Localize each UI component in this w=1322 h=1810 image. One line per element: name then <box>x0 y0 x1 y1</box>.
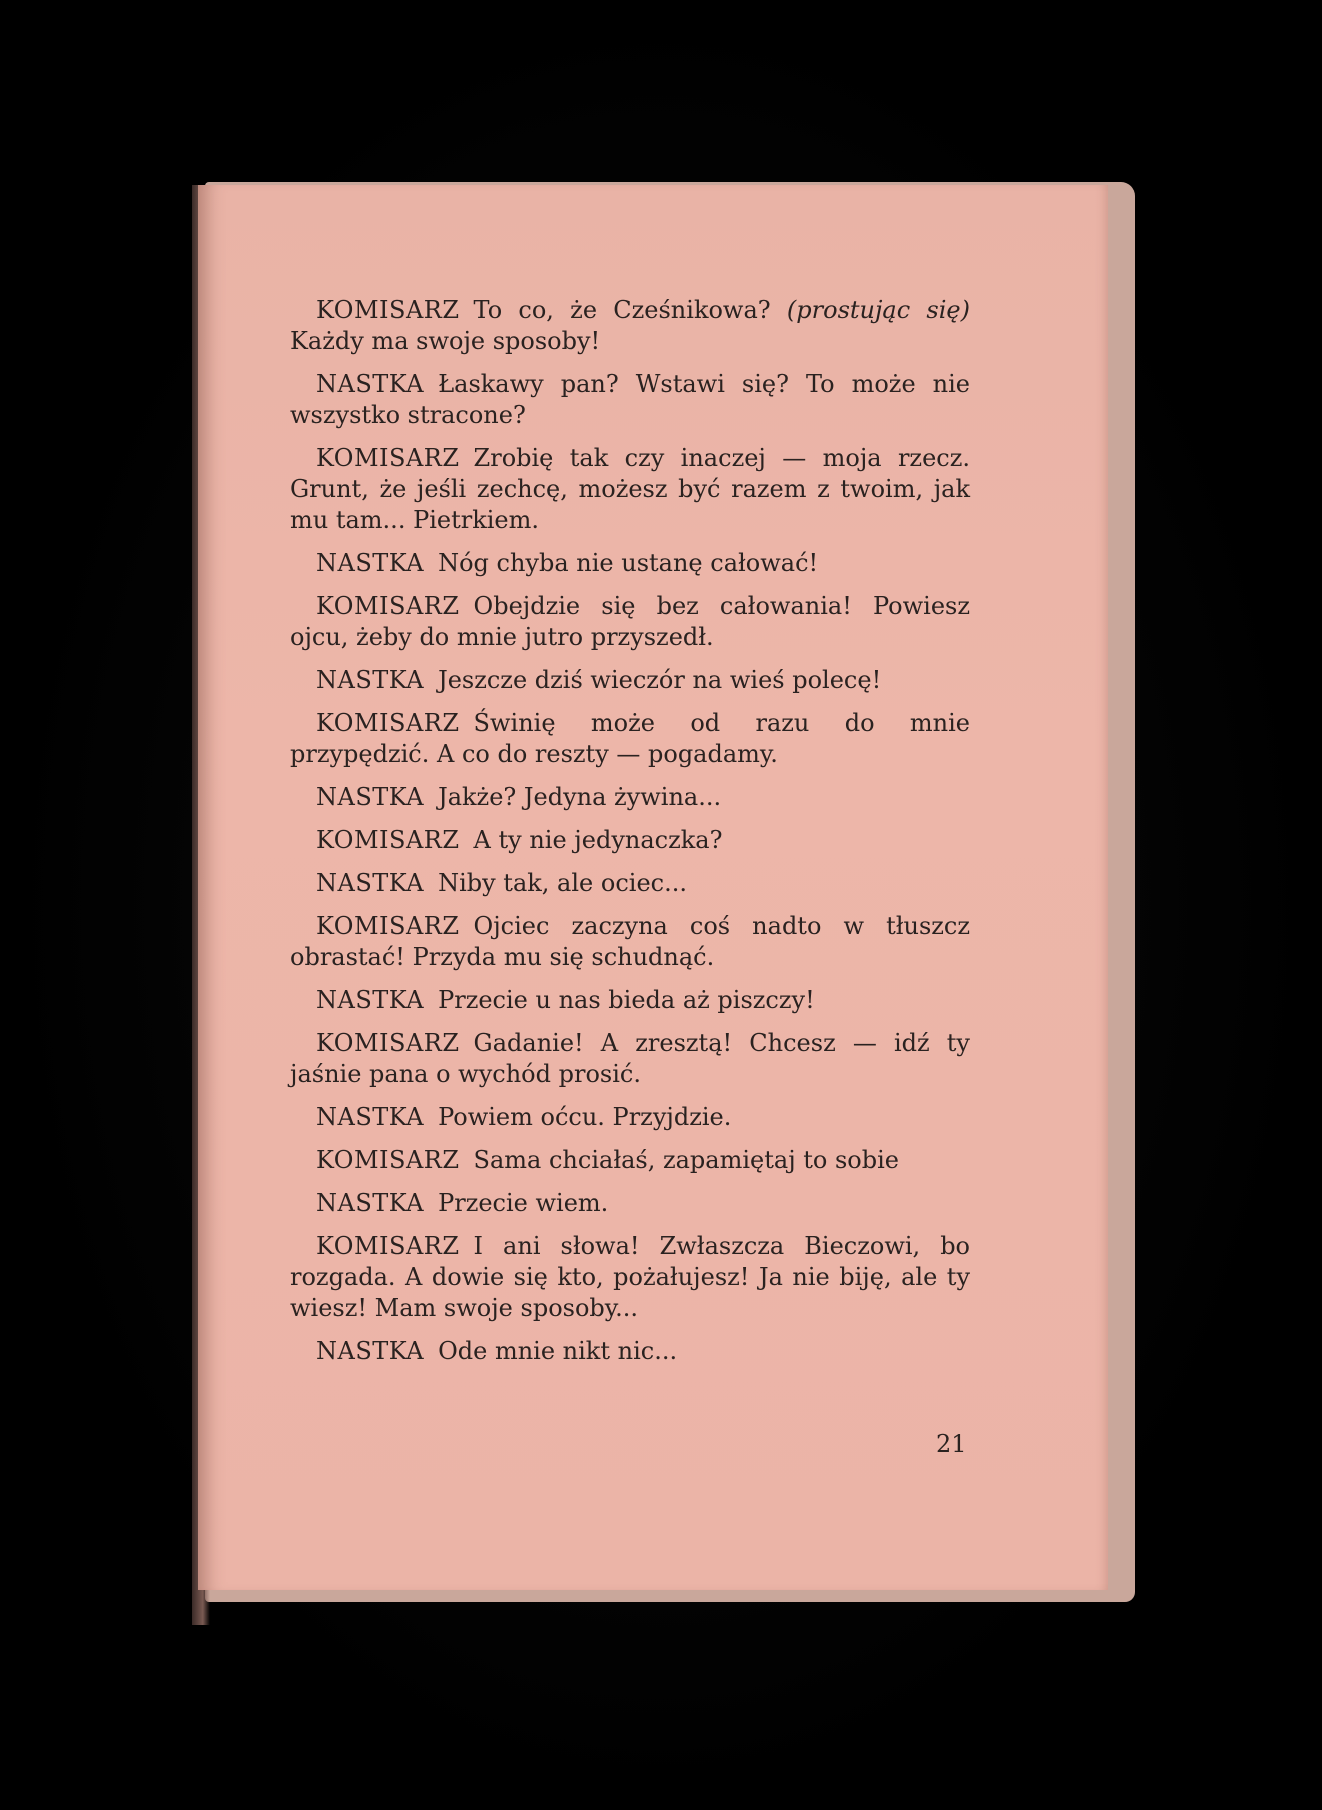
dialogue-entry <box>290 665 970 696</box>
dialogue-line: Nóg chyba nie ustanę całować! <box>438 549 819 577</box>
dialogue-entry <box>290 548 970 579</box>
dialogue-entry <box>290 825 970 856</box>
speaker-name: KOMISARZ <box>316 1232 460 1260</box>
dialogue-line: Jeszcze dziś wieczór na wieś polecę! <box>438 666 882 694</box>
speaker-name: NASTKA <box>316 1189 425 1217</box>
dialogue-entry <box>290 911 970 973</box>
speaker-name: NASTKA <box>316 370 425 398</box>
dialogue-entry <box>290 1102 970 1133</box>
dialogue-line: Każdy ma swoje sposoby! <box>290 327 601 355</box>
dialogue-entry <box>290 443 970 536</box>
dialogue-line: Przecie wiem. <box>438 1189 609 1217</box>
dialogue-entry <box>290 1028 970 1090</box>
dialogue-line: I ani słowa! Zwłaszcza Bieczowi, bo rozgada. A dowie się kto, pożałujesz! Ja nie biję, ale ty wiesz! Mam swoje sposoby... <box>290 1232 970 1322</box>
speaker-name: KOMISARZ <box>316 592 460 620</box>
dialogue-line: A ty nie jedynaczka? <box>473 826 723 854</box>
dialogue-line: To co, że Cześnikowa? <box>473 296 787 324</box>
dialogue-entry <box>290 985 970 1016</box>
dialogue-entry <box>290 1188 970 1219</box>
dialogue-line: Przecie u nas bieda aż piszczy! <box>438 986 815 1014</box>
dialogue-line: Łaskawy pan? Wstawi się? To może nie wszystko stracone? <box>290 370 970 429</box>
dialogue-entry <box>290 369 970 431</box>
speaker-name: NASTKA <box>316 1337 425 1365</box>
dialogue-line: Świnię może od razu do mnie przypędzić. A co do reszty — pogadamy. <box>290 709 970 768</box>
speaker-name: NASTKA <box>316 549 425 577</box>
speaker-name: KOMISARZ <box>316 296 460 324</box>
dialogue-entry <box>290 868 970 899</box>
speaker-name: NASTKA <box>316 1103 425 1131</box>
dialogue-line: Gadanie! A zresztą! Chcesz — idź ty jaśnie pana o wychód prosić. <box>290 1029 970 1088</box>
speaker-name: NASTKA <box>316 986 425 1014</box>
speaker-name: KOMISARZ <box>316 826 460 854</box>
dialogue-line: Niby tak, ale ociec... <box>438 869 687 897</box>
dialogue-entry <box>290 782 970 813</box>
dialogue-entry <box>290 591 970 653</box>
dialogue-line: Ode mnie nikt nic... <box>438 1337 678 1365</box>
stage-direction: (prostując się) <box>786 296 970 324</box>
dialogue-line: Ojciec zaczyna coś nadto w tłuszcz obrastać! Przyda mu się schudnąć. <box>290 912 970 971</box>
speaker-name: NASTKA <box>316 869 425 897</box>
dialogue-entry <box>290 1336 970 1367</box>
dialogue-line: Powiem oćcu. Przyjdzie. <box>438 1103 732 1131</box>
speaker-name: KOMISARZ <box>316 1146 460 1174</box>
dialogue-entry <box>290 708 970 770</box>
speaker-name: NASTKA <box>316 666 425 694</box>
dialogue-line: Jakże? Jedyna żywina... <box>438 783 722 811</box>
dialogue-entry <box>290 295 970 357</box>
dialogue-line: Zrobię tak czy inaczej — moja rzecz. Grunt, że jeśli zechcę, możesz być razem z twoim, jak mu tam... Pietrkiem. <box>290 444 970 534</box>
dialogue-text-block <box>290 295 970 1379</box>
dialogue-line: Sama chciałaś, zapamiętaj to sobie <box>473 1146 899 1174</box>
dialogue-entry <box>290 1231 970 1324</box>
speaker-name: KOMISARZ <box>316 709 460 737</box>
speaker-name: NASTKA <box>316 783 425 811</box>
dialogue-entry <box>290 1145 970 1176</box>
speaker-name: KOMISARZ <box>316 444 460 472</box>
dialogue-line: Obejdzie się bez całowania! Powiesz ojcu, żeby do mnie jutro przyszedł. <box>290 592 970 651</box>
speaker-name: KOMISARZ <box>316 912 460 940</box>
speaker-name: KOMISARZ <box>316 1029 460 1057</box>
page-number: 21 <box>936 1430 967 1458</box>
